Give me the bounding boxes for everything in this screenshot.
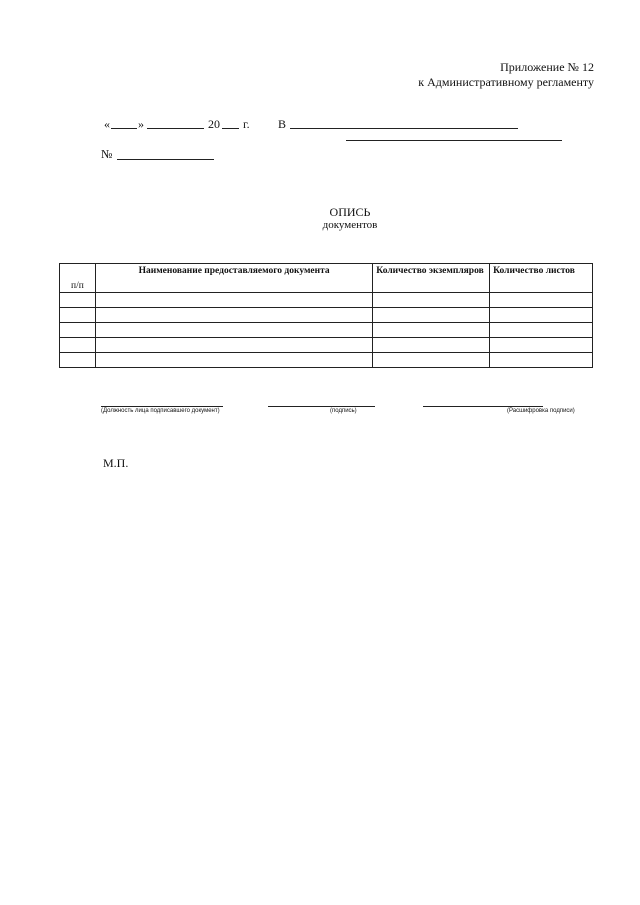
document-subtitle: документов bbox=[322, 219, 378, 231]
month-field[interactable] bbox=[147, 128, 204, 129]
position-field[interactable] bbox=[101, 406, 223, 407]
decoding-caption: (Расшифровка подписи) bbox=[507, 408, 575, 414]
annex-heading bbox=[418, 60, 594, 90]
cell-copies[interactable] bbox=[373, 338, 490, 353]
cell-copies[interactable] bbox=[373, 308, 490, 323]
column-header-copies: Количество экземпляров bbox=[373, 264, 490, 293]
to-label: В bbox=[278, 117, 287, 131]
decoding-field[interactable] bbox=[423, 406, 543, 407]
date-close-quote: » bbox=[138, 117, 144, 131]
recipient-field-line2[interactable] bbox=[346, 140, 562, 141]
table-row bbox=[60, 308, 593, 323]
documents-table bbox=[59, 263, 593, 368]
column-header-name: Наименование предоставляемого документа bbox=[95, 264, 372, 293]
signature-field[interactable] bbox=[268, 406, 375, 407]
table-row bbox=[60, 353, 593, 368]
cell-name[interactable] bbox=[95, 293, 372, 308]
number-label: № bbox=[101, 147, 113, 161]
position-caption: (Должность лица подписавшего документ) bbox=[101, 408, 220, 414]
cell-number[interactable] bbox=[60, 293, 96, 308]
cell-name[interactable] bbox=[95, 323, 372, 338]
cell-sheets[interactable] bbox=[490, 308, 593, 323]
cell-sheets[interactable] bbox=[490, 338, 593, 353]
cell-copies[interactable] bbox=[373, 353, 490, 368]
cell-sheets[interactable] bbox=[490, 323, 593, 338]
column-header-sheets: Количество листов bbox=[490, 264, 593, 293]
column-header-number: п/п bbox=[60, 264, 96, 293]
table-row bbox=[60, 293, 593, 308]
annex-number: Приложение № 12 bbox=[500, 60, 594, 74]
table-row bbox=[60, 338, 593, 353]
cell-name[interactable] bbox=[95, 308, 372, 323]
year-prefix: 20 bbox=[208, 117, 220, 131]
cell-sheets[interactable] bbox=[490, 293, 593, 308]
table-header-row bbox=[60, 264, 593, 293]
year-suffix: г. bbox=[243, 117, 250, 131]
year-field[interactable] bbox=[222, 128, 239, 129]
cell-number[interactable] bbox=[60, 338, 96, 353]
signature-caption: (подпись) bbox=[330, 408, 357, 414]
cell-copies[interactable] bbox=[373, 323, 490, 338]
cell-sheets[interactable] bbox=[490, 353, 593, 368]
stamp-label: М.П. bbox=[103, 456, 129, 470]
cell-number[interactable] bbox=[60, 353, 96, 368]
date-open-quote: « bbox=[104, 117, 110, 131]
cell-name[interactable] bbox=[95, 338, 372, 353]
document-title: ОПИСЬ bbox=[329, 205, 371, 219]
recipient-field[interactable] bbox=[290, 128, 518, 129]
day-field[interactable] bbox=[111, 128, 137, 129]
cell-copies[interactable] bbox=[373, 293, 490, 308]
number-field[interactable] bbox=[117, 159, 214, 160]
table-row bbox=[60, 323, 593, 338]
cell-number[interactable] bbox=[60, 308, 96, 323]
annex-reglament: к Административному регламенту bbox=[418, 75, 594, 89]
cell-number[interactable] bbox=[60, 323, 96, 338]
cell-name[interactable] bbox=[95, 353, 372, 368]
